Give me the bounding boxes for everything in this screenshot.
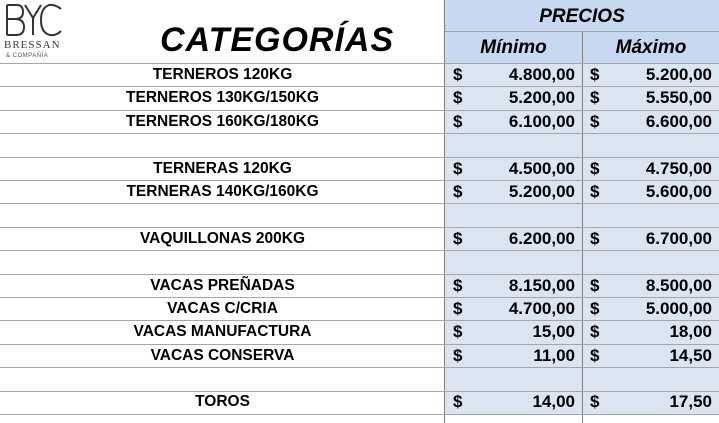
max-price-value: 5.000,00 <box>645 298 712 318</box>
grid-horizontal-line <box>445 31 719 32</box>
min-price-value: 6.200,00 <box>508 228 575 248</box>
table-row <box>0 367 719 390</box>
category-cell: TERNEROS 130KG/150KG <box>126 89 319 107</box>
currency-symbol: $ <box>590 298 600 318</box>
currency-symbol: $ <box>590 111 600 131</box>
grid-horizontal-line <box>0 133 719 134</box>
category-cell: TERNERAS 140KG/160KG <box>126 182 319 200</box>
currency-symbol: $ <box>590 322 600 342</box>
min-price-value: 8.150,00 <box>508 275 575 295</box>
currency-symbol: $ <box>453 322 463 342</box>
min-price-value: 4.700,00 <box>508 298 575 318</box>
max-price-value: 5.550,00 <box>645 88 712 108</box>
table-row <box>0 320 719 343</box>
grid-horizontal-line <box>0 391 719 392</box>
min-price-cell <box>445 367 582 390</box>
currency-symbol: $ <box>453 275 463 295</box>
grid-horizontal-line <box>0 250 719 251</box>
max-price-value: 5.200,00 <box>645 65 712 84</box>
currency-symbol: $ <box>590 158 600 178</box>
max-price-cell <box>583 320 719 343</box>
category-cell: TERNEROS 160KG/180KG <box>126 112 319 130</box>
max-price-cell <box>583 227 719 250</box>
logo-name: BRESSAN <box>4 39 61 51</box>
table-row <box>0 227 719 250</box>
max-price-cell <box>583 157 719 180</box>
table-row <box>0 110 719 133</box>
min-price-value: 14,00 <box>532 392 575 412</box>
max-price-cell <box>583 203 719 226</box>
min-price-cell <box>445 344 582 367</box>
grid-horizontal-line <box>0 86 719 87</box>
currency-symbol: $ <box>590 345 600 365</box>
max-price-cell <box>583 250 719 273</box>
max-price-cell <box>583 180 719 203</box>
price-table <box>0 63 719 414</box>
currency-symbol: $ <box>453 111 463 131</box>
logo-subtitle: & COMPAÑÍA <box>6 53 49 59</box>
grid-horizontal-line <box>0 414 719 415</box>
grid-horizontal-line <box>0 180 719 181</box>
max-price-cell <box>583 274 719 297</box>
max-price-value: 17,50 <box>669 392 712 412</box>
grid-horizontal-line <box>0 367 719 368</box>
max-price-value: 8.500,00 <box>645 275 712 295</box>
min-price-value: 11,00 <box>533 345 575 365</box>
max-price-value: 14,50 <box>669 345 712 365</box>
table-row <box>0 86 719 109</box>
category-cell <box>0 250 445 273</box>
table-row <box>0 180 719 203</box>
min-price-value: 5.200,00 <box>508 181 575 201</box>
category-cell: VACAS CONSERVA <box>150 346 295 364</box>
max-price-value: 5.600,00 <box>645 181 712 201</box>
grid-horizontal-line <box>0 110 719 111</box>
table-row <box>0 133 719 156</box>
min-price-cell <box>445 180 582 203</box>
min-price-cell <box>445 297 582 320</box>
categories-heading: CATEGORÍAS <box>160 21 395 59</box>
min-price-cell <box>445 390 582 413</box>
category-cell: TOROS <box>195 393 250 411</box>
max-price-cell <box>583 63 719 86</box>
grid-horizontal-line <box>0 344 719 345</box>
min-price-cell <box>445 133 582 156</box>
max-price-cell <box>583 110 719 133</box>
max-price-cell <box>583 344 719 367</box>
currency-symbol: $ <box>453 65 463 84</box>
currency-symbol: $ <box>590 88 600 108</box>
min-price-cell <box>445 110 582 133</box>
grid-horizontal-line <box>0 320 719 321</box>
category-cell <box>0 367 445 390</box>
table-row <box>0 297 719 320</box>
grid-horizontal-line <box>0 63 719 64</box>
table-row <box>0 63 719 86</box>
max-price-value: 6.600,00 <box>645 111 712 131</box>
currency-symbol: $ <box>453 298 463 318</box>
min-price-value: 6.100,00 <box>508 111 575 131</box>
currency-symbol: $ <box>453 88 463 108</box>
min-price-cell <box>445 157 582 180</box>
max-price-cell <box>583 390 719 413</box>
min-price-cell <box>445 274 582 297</box>
max-price-value: 4.750,00 <box>645 158 712 178</box>
min-price-value: 15,00 <box>532 322 575 342</box>
category-cell <box>0 133 445 156</box>
min-price-value: 4.500,00 <box>508 158 575 178</box>
min-price-cell <box>445 86 582 109</box>
min-price-cell <box>445 227 582 250</box>
grid-horizontal-line <box>0 203 719 204</box>
table-row <box>0 390 719 413</box>
table-row <box>0 203 719 226</box>
min-price-cell <box>445 250 582 273</box>
currency-symbol: $ <box>453 158 463 178</box>
max-price-cell <box>583 86 719 109</box>
category-cell <box>0 203 445 226</box>
byc-logo-mark <box>3 1 65 39</box>
currency-symbol: $ <box>590 228 600 248</box>
min-price-cell <box>445 203 582 226</box>
currency-symbol: $ <box>590 65 600 84</box>
min-price-value: 5.200,00 <box>508 88 575 108</box>
grid-horizontal-line <box>0 227 719 228</box>
table-row <box>0 157 719 180</box>
min-price-cell <box>445 320 582 343</box>
grid-horizontal-line <box>0 157 719 158</box>
table-row <box>0 344 719 367</box>
company-logo <box>0 0 68 62</box>
currency-symbol: $ <box>453 392 463 412</box>
table-row <box>0 250 719 273</box>
category-cell: TERNERAS 120KG <box>153 159 292 177</box>
currency-symbol: $ <box>590 275 600 295</box>
grid-horizontal-line <box>0 297 719 298</box>
category-cell: VAQUILLONAS 200KG <box>139 229 306 247</box>
min-price-value: 4.800,00 <box>508 65 575 84</box>
currency-symbol: $ <box>453 228 463 248</box>
max-column-header: Máximo <box>615 37 687 58</box>
prices-heading: PRECIOS <box>539 6 625 27</box>
category-cell: VACAS PREÑADAS <box>150 276 295 294</box>
currency-symbol: $ <box>453 181 463 201</box>
category-cell: TERNEROS 120KG <box>152 66 293 83</box>
max-price-cell <box>583 367 719 390</box>
currency-symbol: $ <box>453 345 463 365</box>
category-cell: VACAS MANUFACTURA <box>133 323 312 341</box>
category-cell: VACAS C/CRIA <box>167 299 278 317</box>
currency-symbol: $ <box>590 392 600 412</box>
grid-horizontal-line <box>0 274 719 275</box>
min-column-header: Mínimo <box>480 37 547 58</box>
currency-symbol: $ <box>590 181 600 201</box>
min-price-cell <box>445 63 582 86</box>
max-price-cell <box>583 297 719 320</box>
max-price-cell <box>583 133 719 156</box>
table-row <box>0 274 719 297</box>
max-price-value: 18,00 <box>669 322 712 342</box>
max-price-value: 6.700,00 <box>645 228 712 248</box>
